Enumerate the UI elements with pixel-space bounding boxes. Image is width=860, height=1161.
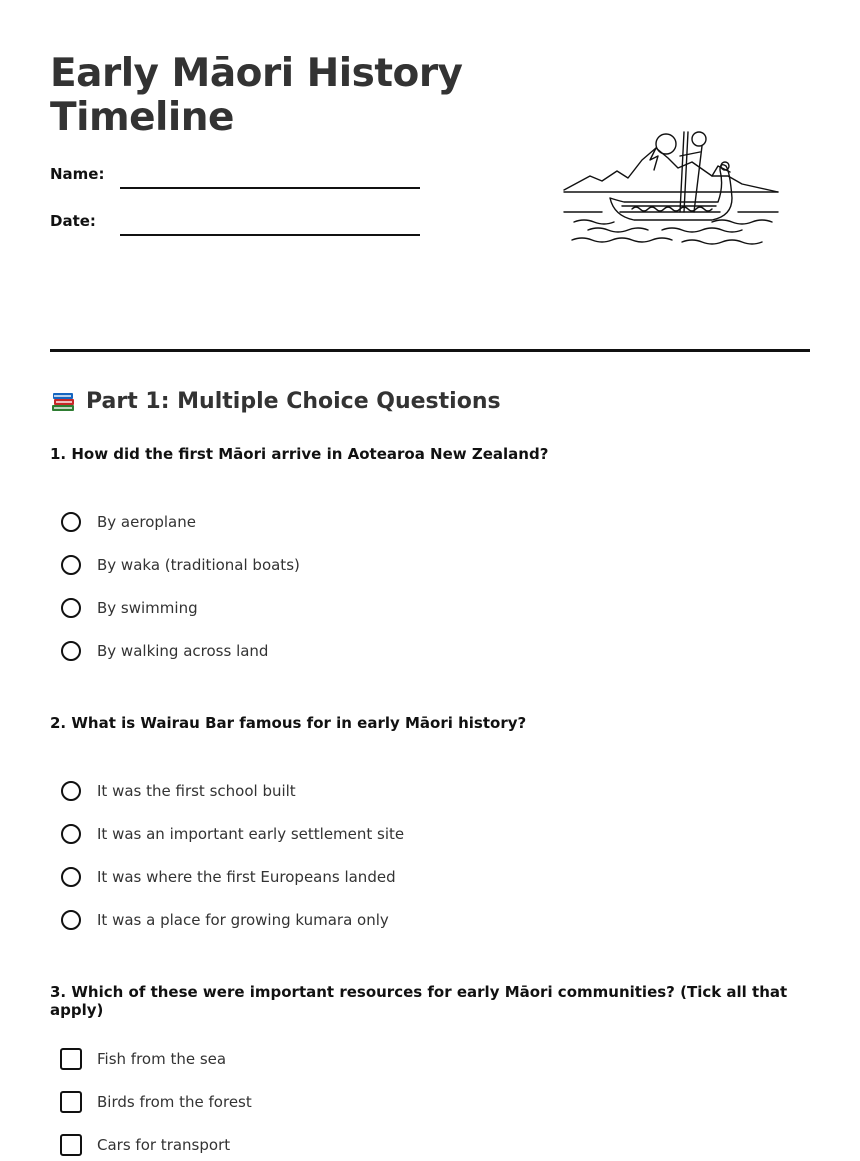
- q2-option-1[interactable]: [60, 778, 296, 804]
- radio-button[interactable]: [61, 555, 81, 575]
- name-field[interactable]: [120, 187, 420, 189]
- question-1: 1. How did the first Māori arrive in Aotearoa New Zealand?: [50, 445, 549, 463]
- question-3: 3. Which of these were important resources for early Māori communities? (Tick all that apply): [50, 983, 788, 1019]
- checkbox[interactable]: [60, 1134, 82, 1156]
- q2-option-2[interactable]: [60, 821, 404, 847]
- option-label: It was a place for growing kumara only: [97, 911, 389, 929]
- radio-button[interactable]: [61, 598, 81, 618]
- q1-option-4[interactable]: [60, 638, 268, 664]
- question-2: 2. What is Wairau Bar famous for in early Māori history?: [50, 714, 527, 732]
- option-label: It was an important early settlement site: [97, 825, 405, 843]
- option-label: Birds from the forest: [97, 1093, 252, 1111]
- checkbox[interactable]: [60, 1048, 82, 1070]
- part1-heading: [50, 388, 501, 414]
- q3-option-2[interactable]: [60, 1089, 252, 1115]
- radio-button[interactable]: [61, 781, 81, 801]
- waka-canoe-mountains-illustration: [562, 126, 780, 250]
- option-label: It was where the first Europeans landed: [97, 868, 396, 886]
- name-label: Name:: [50, 165, 105, 183]
- section-divider: [50, 349, 810, 352]
- worksheet-title: [50, 52, 462, 140]
- radio-button[interactable]: [61, 641, 81, 661]
- radio-button[interactable]: [61, 512, 81, 532]
- title-line-2: Timeline: [50, 95, 235, 140]
- radio-button[interactable]: [61, 910, 81, 930]
- q1-option-1[interactable]: [60, 509, 196, 535]
- q3-option-1[interactable]: [60, 1046, 226, 1072]
- title-line-1: Early Māori History: [50, 51, 463, 96]
- option-label: Cars for transport: [97, 1136, 231, 1154]
- q1-option-2[interactable]: [60, 552, 300, 578]
- checkbox[interactable]: [60, 1091, 82, 1113]
- option-label: It was the first school built: [97, 782, 296, 800]
- date-field[interactable]: [120, 234, 420, 236]
- q2-option-4[interactable]: [60, 907, 389, 933]
- option-label: By walking across land: [97, 642, 269, 660]
- option-label: Fish from the sea: [97, 1050, 227, 1068]
- q3-option-3[interactable]: [60, 1132, 230, 1158]
- radio-button[interactable]: [61, 867, 81, 887]
- option-label: By aeroplane: [97, 513, 196, 531]
- option-label: By swimming: [97, 599, 198, 617]
- q1-option-3[interactable]: [60, 595, 198, 621]
- radio-button[interactable]: [61, 824, 81, 844]
- option-label: By waka (traditional boats): [97, 556, 300, 574]
- part1-heading-text: Part 1: Multiple Choice Questions: [86, 388, 501, 414]
- q2-option-3[interactable]: [60, 864, 396, 890]
- date-label: Date:: [50, 212, 96, 230]
- books-icon: [50, 388, 76, 414]
